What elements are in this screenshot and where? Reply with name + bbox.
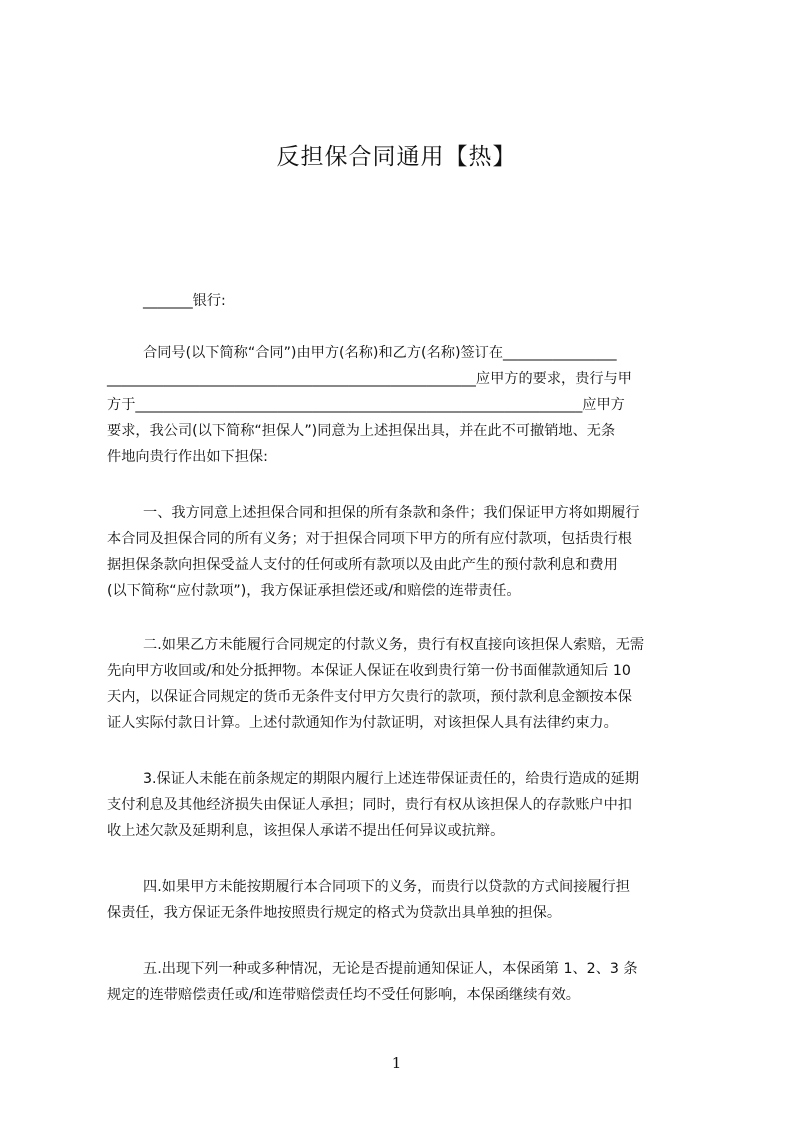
text-line: 方于_______________________________________________________________应甲方 xyxy=(107,397,625,413)
text-line: 3.保证人未能在前条规定的期限内履行上述连带保证责任的，给贵行造成的延期 xyxy=(143,771,639,787)
text-line: 证人实际付款日计算。上述付款通知作为付款证明，对该担保人具有法律约束力。 xyxy=(107,715,618,731)
document-title: 反担保合同通用【热】 xyxy=(276,144,517,170)
text-line: 五.出现下列一种或多种情况，无论是否提前通知保证人，本保函第 1、2、3 条 xyxy=(143,961,638,977)
text-line: 保责任，我方保证无条件地按照贵行规定的格式为贷款出具单独的担保。 xyxy=(107,905,562,921)
page-number: 1 xyxy=(391,1054,402,1072)
text-line: 支付利息及其他经济损失由保证人承担；同时，贵行有权从该担保人的存款账户中扣 xyxy=(107,797,632,813)
text-line: 收上述欠款及延期利息，该担保人承诺不提出任何异议或抗辩。 xyxy=(107,823,505,839)
text-line: 合同号(以下简称“合同”)由甲方(名称)和乙方(名称)签订在________________ xyxy=(143,345,617,361)
text-line: 先向甲方收回或/和处分抵押物。本保证人保证在收到贵行第一份书面催款通知后 10 xyxy=(107,663,631,679)
text-line: 据担保条款向担保受益人支付的任何或所有款项以及由此产生的预付款利息和费用 xyxy=(107,557,618,573)
text-line: 本合同及担保合同的所有义务；对于担保合同项下甲方的所有应付款项，包括贵行根 xyxy=(107,531,632,547)
salutation: _______银行: xyxy=(143,293,226,309)
text-line: 天内，以保证合同规定的货币无条件支付甲方欠贵行的款项，预付款利息金额按本保 xyxy=(107,689,632,705)
text-line: 要求，我公司(以下简称“担保人”)同意为上述担保出具，并在此不可撤销地、无条 xyxy=(107,423,616,439)
text-line: (以下简称“应付款项”)，我方保证承担偿还或/和赔偿的连带责任。 xyxy=(107,583,521,599)
text-line: 一、我方同意上述担保合同和担保的所有条款和条件；我们保证甲方将如期履行 xyxy=(143,505,640,521)
text-line: 二.如果乙方未能履行合同规定的付款义务，贵行有权直接向该担保人索赔，无需 xyxy=(143,637,645,653)
text-line: 件地向贵行作出如下担保: xyxy=(107,449,268,465)
text-line: 四.如果甲方未能按期履行本合同项下的义务，而贵行以贷款的方式间接履行担 xyxy=(143,879,630,895)
text-line: 规定的连带赔偿责任或/和连带赔偿责任均不受任何影响，本保函继续有效。 xyxy=(107,987,580,1003)
text-line: ____________________________________________________应甲方的要求，贵行与甲 xyxy=(107,371,632,387)
